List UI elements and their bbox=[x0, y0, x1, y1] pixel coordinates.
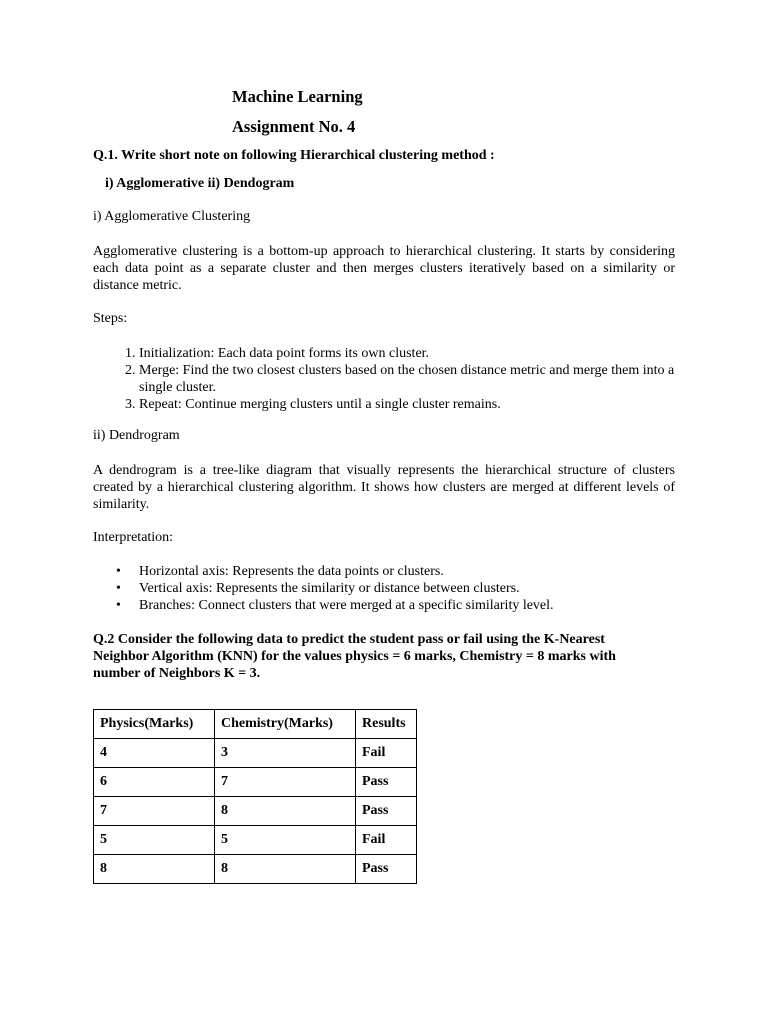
table-row bbox=[94, 739, 417, 768]
table-cell: 8 bbox=[215, 797, 356, 826]
column-header-chemistry: Chemistry(Marks) bbox=[215, 710, 356, 739]
list-item: • Branches: Connect clusters that were merged at a specific similarity level. bbox=[139, 597, 675, 614]
table-cell: Pass bbox=[356, 855, 417, 884]
table-cell: 5 bbox=[215, 826, 356, 855]
table-cell: Fail bbox=[356, 739, 417, 768]
table-row bbox=[94, 768, 417, 797]
table-row bbox=[94, 797, 417, 826]
table-row bbox=[94, 826, 417, 855]
table-cell: Pass bbox=[356, 768, 417, 797]
table-row bbox=[94, 855, 417, 884]
dendrogram-heading: ii) Dendrogram bbox=[93, 428, 180, 443]
steps-label: Steps: bbox=[93, 311, 128, 326]
table-cell: 8 bbox=[215, 855, 356, 884]
q2-question: Q.2 Consider the following data to predict the student pass or fail using the K-Nearest Neighbor Algorithm (KNN) for the values physics = 6 marks, Chemistry = 8 marks with number of Neighbors K = 3. bbox=[93, 632, 616, 681]
q1-subparts: i) Agglomerative ii) Dendogram bbox=[105, 176, 295, 191]
table-header-row bbox=[94, 710, 417, 739]
table-cell: 5 bbox=[94, 826, 215, 855]
column-header-results: Results bbox=[356, 710, 417, 739]
list-item: 3. Repeat: Continue merging clusters until a single cluster remains. bbox=[139, 396, 675, 413]
table-cell: 8 bbox=[94, 855, 215, 884]
list-item: 1. Initialization: Each data point forms its own cluster. bbox=[139, 345, 675, 362]
list-item: 2. Merge: Find the two closest clusters based on the chosen distance metric and merge them into a single cluster. bbox=[139, 362, 675, 396]
table-cell: Fail bbox=[356, 826, 417, 855]
list-item: • Vertical axis: Represents the similarity or distance between clusters. bbox=[139, 580, 675, 597]
table-cell: 4 bbox=[94, 739, 215, 768]
table-cell: 6 bbox=[94, 768, 215, 797]
steps-list bbox=[93, 345, 675, 413]
table-cell: 7 bbox=[215, 768, 356, 797]
agglomerative-heading: i) Agglomerative Clustering bbox=[93, 209, 251, 224]
list-item: • Horizontal axis: Represents the data points or clusters. bbox=[139, 563, 675, 580]
document-title: Machine Learning bbox=[232, 87, 363, 106]
interpretation-list bbox=[93, 563, 675, 614]
table-cell: Pass bbox=[356, 797, 417, 826]
column-header-physics: Physics(Marks) bbox=[94, 710, 215, 739]
table-cell: 7 bbox=[94, 797, 215, 826]
interpretation-label: Interpretation: bbox=[93, 530, 174, 545]
table-cell: 3 bbox=[215, 739, 356, 768]
q1-question: Q.1. Write short note on following Hierarchical clustering method : bbox=[93, 148, 495, 163]
assignment-number: Assignment No. 4 bbox=[232, 117, 356, 136]
dendrogram-description: A dendrogram is a tree-like diagram that visually represents the hierarchical structure of clusters created by a hierarchical clustering algorithm. It shows how clusters are merged at different levels of similarity. bbox=[93, 463, 675, 512]
agglomerative-description: Agglomerative clustering is a bottom-up approach to hierarchical clustering. It starts by considering each data point as a separate cluster and then merges clusters iteratively based on a similarity or distance metric. bbox=[93, 244, 675, 293]
knn-data-table bbox=[93, 709, 417, 884]
